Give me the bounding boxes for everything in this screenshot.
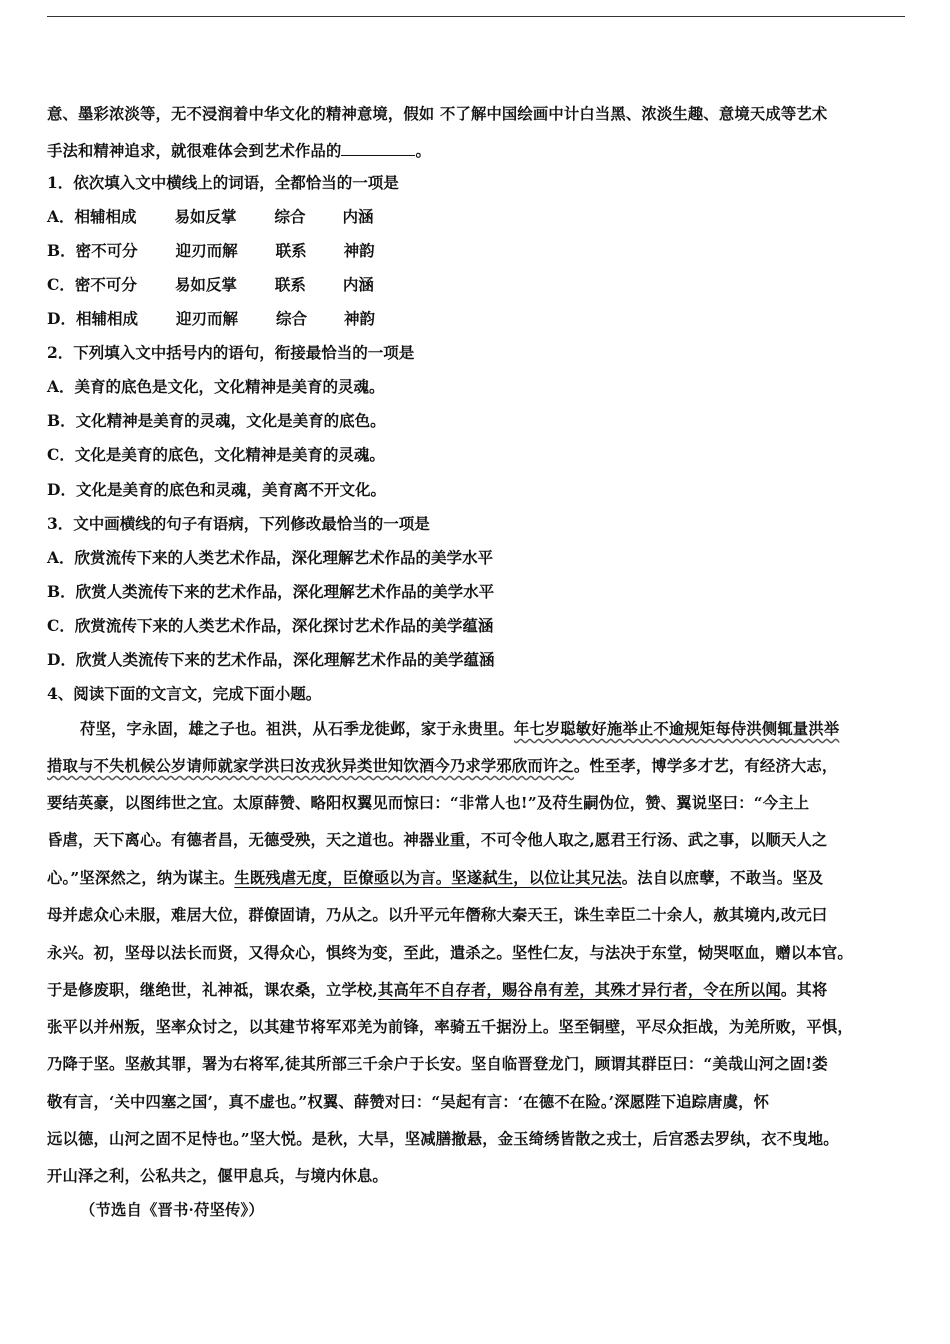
q2-option-b: B．文化精神是美育的灵魂，文化是美育的底色。 [47,411,386,430]
passage-line-1: 意、墨彩浓淡等，无不浸润着中华文化的精神意境，假如 不了解中国绘画中计白当黑、浓淡生趣、意境天成等艺术 [47,105,828,123]
wavy-underlined-sentence: 措取与不失机候公岁请师就家学洪曰汝戎狄异类世知饮酒今乃求学邪欣而许之 [47,757,574,775]
q2-option-a: A．美育的底色是文化，文化精神是美育的灵魂。 [47,377,385,396]
q1-stem: 1．依次填入文中横线上的词语，全都恰当的一项是 [47,173,399,192]
q1-word-1: 相辅相成 [74,207,137,226]
q1-option-b [47,241,375,261]
q2-stem: 2．下列填入文中括号内的语句，衔接最恰当的一项是 [47,343,415,362]
q3-option-d: D．欣赏人类流传下来的艺术作品，深化理解艺术作品的美学蕴涵 [47,650,495,669]
q1-word-1: 相辅相成 [75,309,138,328]
q1-word-1: 密不可分 [75,241,138,260]
q1-word-3: 联系 [274,275,306,294]
q1-word-4: 内涵 [342,275,374,294]
q1-option-label: C． [47,275,75,294]
q3-option-b: B．欣赏人类流传下来的艺术作品，深化理解艺术作品的美学水平 [47,582,495,601]
q3-option-c: C．欣赏流传下来的人类艺术作品，深化探讨艺术作品的美学蕴涵 [47,616,494,635]
passage-line-2-text: 手法和精神追求，就很难体会到艺术作品的 [47,142,342,160]
classical-text: 。其将 [780,981,828,999]
passage-line-2-end: 。 [415,142,431,160]
classical-text: 心。”坚深然之，纳为谋主。 [47,869,235,887]
wavy-underlined-sentence: 年七岁聪敏好施举止不逾规矩每侍洪侧辄量洪举 [513,720,840,738]
classical-line-3: 要结英豪，以图纬世之宜。太原薛赞、略阳权翼见而惊曰：“非常人也!”及苻生嗣伪位，赞、翼说坚曰：“今主上 [47,794,810,812]
classical-line-7: 永兴。初，坚母以法长而贤，又得众心，惧终为变，至此，遣杀之。坚性仁友，与法决于东堂，恸哭呕血，赠以本官。 [47,944,853,962]
q2-option-c: C．文化是美育的底色，文化精神是美育的灵魂。 [47,445,385,464]
q1-word-2: 迎刃而解 [175,241,238,260]
q1-word-2: 易如反掌 [174,275,237,294]
q1-word-2: 易如反掌 [174,207,237,226]
classical-line-2 [47,756,837,776]
q2-option-d: D．文化是美育的底色和灵魂，美育离不开文化。 [47,480,386,499]
classical-line-8 [47,980,827,1000]
classical-line-13: 开山泽之利，公私共之，偃甲息兵，与境内休息。 [47,1167,388,1185]
classical-line-5 [47,868,823,888]
q1-word-3: 综合 [275,309,307,328]
passage-line-2 [47,141,431,161]
classical-text: 苻坚，字永固，雄之子也。祖洪，从石季龙徙邺，家于永贵里。 [80,720,514,738]
q1-word-3: 联系 [275,241,307,260]
classical-line-10: 乃降于坚。坚赦其罪，署为右将军,徒其所部三千余户于长安。坚自临晋登龙门，顾谓其群臣曰：“美哉山河之固!娄 [47,1055,828,1073]
underlined-sentence: 生既残虐无度，臣僚亟以为言。坚遂弑生，以位让其兄法 [234,869,622,887]
q1-option-d [47,309,375,329]
q4-stem: 4、阅读下面的文言文，完成下面小题。 [47,684,322,703]
classical-line-9: 张平以并州叛，坚率众讨之，以其建节将军邓羌为前锋，率骑五千据汾上。坚至铜壁，平尽众拒战，为羌所败，平惧， [47,1018,853,1036]
source-citation: （节选自《晋书·苻坚传》） [80,1201,264,1219]
underlined-sentence: 其高年不自存者，赐谷帛有差，其殊才异行者，令在所以闻 [377,981,781,999]
q1-option-label: B． [47,241,76,260]
classical-text: 。法自以庶孽，不敢当。坚及 [621,869,824,887]
q1-option-label: D． [47,309,76,328]
q1-word-4: 内涵 [342,207,374,226]
fill-blank [341,141,415,156]
q3-stem: 3．文中画横线的句子有语病，下列修改最恰当的一项是 [47,514,430,533]
q1-word-4: 神韵 [343,241,375,260]
q1-option-label: A． [47,207,75,226]
q1-word-1: 密不可分 [74,275,137,294]
q1-word-2: 迎刃而解 [175,309,238,328]
classical-text: 。性至孝，博学多才艺，有经济大志， [573,757,838,775]
classical-line-11: 敬有言，‘关中四塞之国’，真不虚也。”权翼、薛赞对曰：“吴起有言：‘在德不在险。’深愿陛下追踪唐虞，怀 [47,1093,770,1111]
classical-text: 于是修废职，继绝世，礼神祗，课农桑，立学校, [47,981,378,999]
q1-option-a [47,207,374,227]
classical-line-4: 昏虐，天下离心。有德者昌，无德受殃，天之道也。神器业重，不可令他人取之,愿君王行汤、武之事，以顺天人之 [47,831,828,849]
q1-word-4: 神韵 [343,309,375,328]
classical-line-12: 远以德，山河之固不足恃也。”坚大悦。是秋，大旱，坚减膳撤悬，金玉绮绣皆散之戎士，后宫悉去罗纨，衣不曳地。 [47,1130,839,1148]
q1-word-3: 综合 [274,207,306,226]
q3-option-a: A．欣赏流传下来的人类艺术作品，深化理解艺术作品的美学水平 [47,548,494,567]
classical-line-1 [80,719,839,739]
header-rule [47,16,905,17]
q1-option-c [47,275,374,295]
classical-line-6: 母并虑众心未服，难居大位，群僚固请，乃从之。以升平元年僭称大秦天王，诛生幸臣二十余人，赦其境内,改元曰 [47,906,828,924]
